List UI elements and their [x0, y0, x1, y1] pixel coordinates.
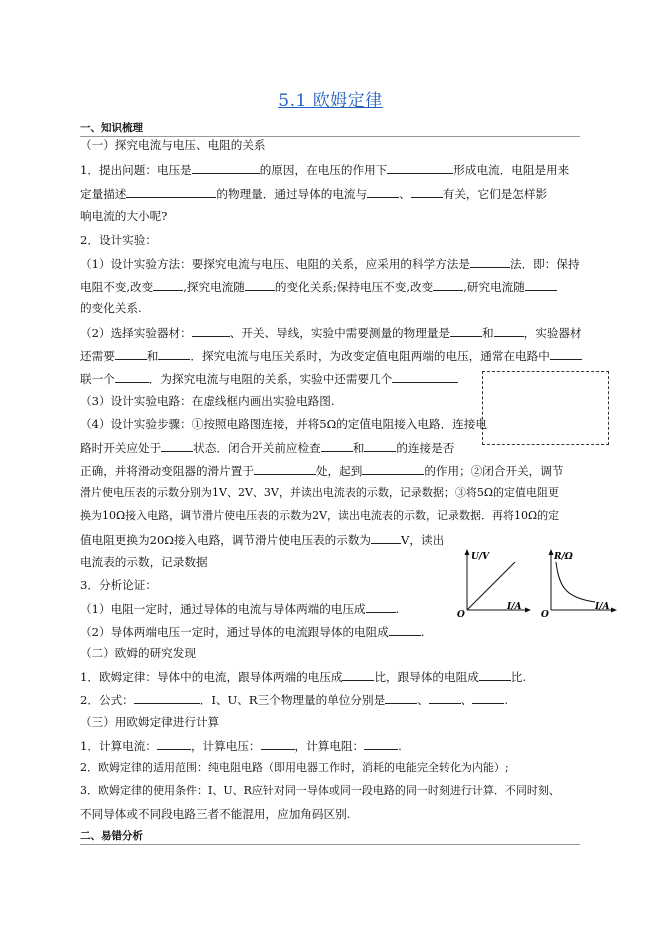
text-line: 2．公式： ．I、U、R三个物理量的单位分别是 、 、 . [80, 693, 509, 707]
text-line: 滑片使电压表的示数分别为1V、2V、3V，并读出电流表的示数，记录数据；③将5Ω的定值电阻更 [80, 486, 559, 499]
answer-blank [411, 185, 443, 198]
text-line: 定量描述 的物理量．通过导体的电流与 、 有关，它们是怎样影 [80, 187, 548, 201]
graph-origin-label: O [541, 610, 549, 620]
section-heading-text: 一、知识梳理 [80, 122, 143, 134]
graphs-figure [455, 548, 625, 620]
graph-origin-label: O [457, 610, 465, 620]
graph-y-label: U/V [471, 552, 490, 562]
answer-blank [261, 737, 295, 750]
answer-blank [385, 691, 417, 704]
answer-blank [479, 668, 511, 681]
answer-blank [450, 324, 482, 337]
text-line: 1．欧姆定律：导体中的电流，跟导体两端的电压成 比，跟导体的电阻成 比. [80, 670, 527, 684]
answer-blank [472, 691, 504, 704]
answer-blank [367, 185, 399, 198]
text-line: （4）设计实验步骤：①按照电路图连接，并将5Ω的定值电阻接入电路．连接电 [80, 417, 487, 431]
answer-blank [321, 439, 353, 452]
answer-blank [115, 370, 149, 383]
text-line: 1．计算电流： ，计算电压： ，计算电阻： . [80, 739, 402, 753]
answer-blank [342, 668, 374, 681]
section-heading-2 [80, 828, 580, 845]
answer-blank [254, 462, 316, 475]
answer-blank [192, 161, 260, 174]
answer-blank [550, 347, 582, 360]
answer-blank [134, 691, 200, 704]
answer-blank [245, 278, 275, 291]
text-line: 3．欧姆定律的使用条件：I、U、R应针对同一导体或同一段电路的同一时刻进行计算．不同时刻、 [80, 784, 560, 797]
text-line: （3）设计实验电路：在虚线框内画出实验电路图. [80, 394, 335, 408]
answer-blank [433, 278, 463, 291]
section-heading-text: 二、易错分析 [80, 830, 143, 842]
text-line: 响电流的大小呢? [80, 209, 168, 223]
graph-curve [556, 562, 595, 602]
section-heading-1 [80, 120, 580, 137]
text-line: 电阻不变,改变 ,探究电流随 的变化关系;保持电压不变,改变 ,研究电流随 [80, 278, 557, 295]
answer-blank [364, 439, 396, 452]
text-line: 还需要 和 ．探究电流与电压关系时，为改变定值电阻两端的电压，通常在电路中 [80, 347, 582, 364]
answer-blank [362, 462, 424, 475]
text-line: （1）设计实验方法：要探究电流与电压、电阻的关系，应采用的科学方法是 法．即：保持 [80, 257, 580, 271]
answer-blank [392, 370, 458, 383]
graph-r-i [541, 549, 617, 620]
answer-blank [371, 531, 401, 544]
answer-blank [429, 691, 461, 704]
answer-blank [192, 324, 230, 337]
answer-blank [126, 185, 216, 198]
answer-blank [525, 278, 557, 291]
page-title: 5.1 欧姆定律 [278, 91, 383, 111]
text-line: （2）选择实验器材： 、开关、导线，实验中需要测量的物理量是 和 ，实验器材 [80, 326, 582, 340]
text-line: 正确，并将滑动变阻器的滑片置于 处，起到 的作用；②闭合开关，调节 [80, 464, 564, 478]
text-line: （二）欧姆的研究发现 [80, 646, 196, 660]
answer-blank [158, 347, 190, 360]
answer-blank [364, 737, 398, 750]
text-line: 3．分析论证： [80, 578, 157, 592]
graph-y-label: R/Ω [554, 552, 573, 562]
answer-blank [389, 623, 421, 636]
text-line: 电流表的示数，记录数据 [80, 555, 208, 569]
answer-blank [153, 278, 183, 291]
answer-blank [157, 737, 191, 750]
text-line: 不同导体或不同段电路三者不能混用，应加角码区别. [80, 807, 351, 821]
text-line: 值电阻更换为20Ω接入电路，调节滑片使电压表的示数为 V，读出 [80, 533, 445, 547]
graph-x-label: I/A [507, 602, 522, 612]
text-line: （1）电阻一定时，通过导体的电流与导体两端的电压成 . [80, 602, 400, 616]
answer-blank [115, 347, 147, 360]
graph-u-i [457, 549, 531, 620]
graph-x-label: I/A [595, 602, 610, 612]
answer-blank [494, 324, 524, 337]
text-line: 联一个 ．为探究电流与电阻的关系，实验中还需要几个 [80, 370, 458, 387]
text-line: 换为10Ω接入电路，调节滑片使电压表的示数为2V，读出电流表的示数，记录数据．再将10Ω的定 [80, 509, 560, 522]
answer-blank [470, 255, 510, 268]
text-line: （三）用欧姆定律进行计算 [80, 715, 220, 729]
answer-blank [387, 161, 453, 174]
text-line: 路时开关应处于 状态．闭合开关前应检查 和 的连接是否 [80, 441, 455, 455]
text-line: （2）导体两端电压一定时，通过导体的电流跟导体的电阻成 . [80, 625, 425, 639]
text-line: 2．欧姆定律的适用范围：纯电阻电路（即用电器工作时，消耗的电能完全转化为内能）; [80, 761, 509, 774]
text-line: 2．设计实验： [80, 233, 157, 247]
answer-blank [161, 439, 193, 452]
answer-blank [366, 600, 396, 613]
text-line: （一）探究电流与电压、电阻的关系 [80, 138, 266, 152]
text-line: 1．提出问题：电压是 的原因，在电压的作用下 形成电流．电阻是用来 [80, 163, 570, 177]
circuit-diagram-box [482, 371, 609, 445]
text-line: 的变化关系. [80, 301, 142, 315]
